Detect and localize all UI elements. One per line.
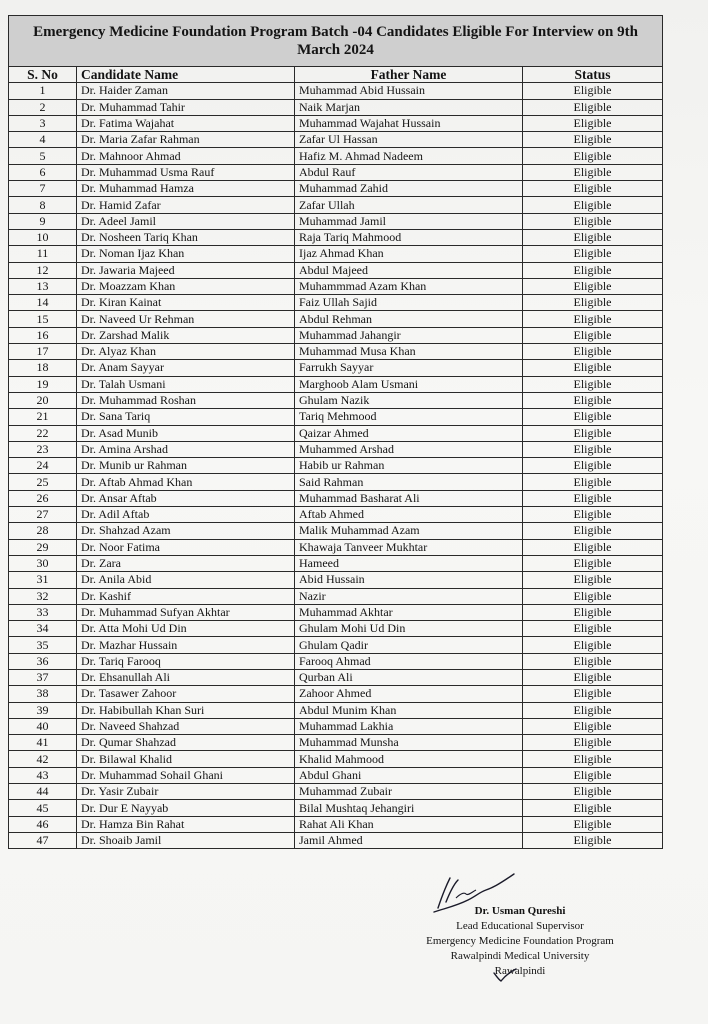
row-candidate-name: Dr. Naveed Shahzad [77, 718, 295, 734]
row-sno: 29 [9, 539, 77, 555]
row-sno: 18 [9, 360, 77, 376]
row-candidate-name: Dr. Qumar Shahzad [77, 735, 295, 751]
row-candidate-name: Dr. Dur E Nayyab [77, 800, 295, 816]
row-candidate-name: Dr. Anila Abid [77, 572, 295, 588]
table-row [9, 99, 663, 115]
row-candidate-name: Dr. Moazzam Khan [77, 278, 295, 294]
table-row [9, 523, 663, 539]
row-status: Eligible [523, 148, 663, 164]
row-candidate-name: Dr. Aftab Ahmad Khan [77, 474, 295, 490]
signature-block [400, 904, 640, 979]
row-candidate-name: Dr. Hamid Zafar [77, 197, 295, 213]
row-candidate-name: Dr. Shahzad Azam [77, 523, 295, 539]
row-father-name: Muhammad Jahangir [295, 327, 523, 343]
table-row [9, 262, 663, 278]
row-candidate-name: Dr. Zara [77, 555, 295, 571]
row-father-name: Malik Muhammad Azam [295, 523, 523, 539]
row-sno: 21 [9, 409, 77, 425]
row-father-name: Naik Marjan [295, 99, 523, 115]
table-row [9, 539, 663, 555]
row-sno: 13 [9, 278, 77, 294]
row-candidate-name: Dr. Muhammad Sufyan Akhtar [77, 604, 295, 620]
table-row [9, 441, 663, 457]
row-status: Eligible [523, 637, 663, 653]
row-father-name: Habib ur Rahman [295, 458, 523, 474]
row-father-name: Farooq Ahmad [295, 653, 523, 669]
row-father-name: Khawaja Tanveer Mukhtar [295, 539, 523, 555]
table-row [9, 621, 663, 637]
row-candidate-name: Dr. Ehsanullah Ali [77, 669, 295, 685]
row-sno: 27 [9, 507, 77, 523]
row-status: Eligible [523, 115, 663, 131]
table-row [9, 164, 663, 180]
row-candidate-name: Dr. Ansar Aftab [77, 490, 295, 506]
row-candidate-name: Dr. Haider Zaman [77, 83, 295, 99]
row-status: Eligible [523, 311, 663, 327]
row-father-name: Muhammad Basharat Ali [295, 490, 523, 506]
table-body [9, 83, 663, 849]
row-father-name: Ghulam Nazik [295, 392, 523, 408]
row-status: Eligible [523, 572, 663, 588]
row-sno: 4 [9, 132, 77, 148]
row-candidate-name: Dr. Bilawal Khalid [77, 751, 295, 767]
row-father-name: Hameed [295, 555, 523, 571]
row-candidate-name: Dr. Muhammad Roshan [77, 392, 295, 408]
row-status: Eligible [523, 132, 663, 148]
row-status: Eligible [523, 507, 663, 523]
row-status: Eligible [523, 669, 663, 685]
row-father-name: Abdul Majeed [295, 262, 523, 278]
table-row [9, 800, 663, 816]
table-row [9, 229, 663, 245]
table-row [9, 474, 663, 490]
row-candidate-name: Dr. Noor Fatima [77, 539, 295, 555]
row-candidate-name: Dr. Muhammad Hamza [77, 181, 295, 197]
row-father-name: Muhammad Zahid [295, 181, 523, 197]
row-sno: 26 [9, 490, 77, 506]
signatory-name: Dr. Usman Qureshi [474, 905, 566, 917]
row-father-name: Muhammad Akhtar [295, 604, 523, 620]
header-sno: S. No [9, 67, 77, 83]
row-father-name: Bilal Mushtaq Jehangiri [295, 800, 523, 816]
document-title: Emergency Medicine Foundation Program Batch -04 Candidates Eligible For Interview on 9th March 2024 [9, 16, 663, 67]
row-candidate-name: Dr. Alyaz Khan [77, 344, 295, 360]
candidates-table [8, 15, 663, 849]
header-status: Status [523, 67, 663, 83]
row-father-name: Rahat Ali Khan [295, 816, 523, 832]
row-sno: 33 [9, 604, 77, 620]
row-status: Eligible [523, 425, 663, 441]
row-sno: 31 [9, 572, 77, 588]
row-sno: 37 [9, 669, 77, 685]
table-row [9, 115, 663, 131]
row-father-name: Raja Tariq Mahmood [295, 229, 523, 245]
table-row [9, 572, 663, 588]
row-candidate-name: Dr. Anam Sayyar [77, 360, 295, 376]
table-row [9, 295, 663, 311]
row-candidate-name: Dr. Kiran Kainat [77, 295, 295, 311]
row-sno: 47 [9, 832, 77, 848]
row-father-name: Muhammad Jamil [295, 213, 523, 229]
row-sno: 30 [9, 555, 77, 571]
row-sno: 8 [9, 197, 77, 213]
row-sno: 19 [9, 376, 77, 392]
row-candidate-name: Dr. Fatima Wajahat [77, 115, 295, 131]
table-row [9, 376, 663, 392]
table-row [9, 311, 663, 327]
row-sno: 39 [9, 702, 77, 718]
row-sno: 9 [9, 213, 77, 229]
signatory-program: Emergency Medicine Foundation Program [426, 935, 614, 947]
row-father-name: Aftab Ahmed [295, 507, 523, 523]
row-father-name: Faiz Ullah Sajid [295, 295, 523, 311]
signatory-designation: Lead Educational Supervisor [456, 920, 584, 932]
row-status: Eligible [523, 490, 663, 506]
row-candidate-name: Dr. Muhammad Usma Rauf [77, 164, 295, 180]
row-sno: 10 [9, 229, 77, 245]
row-status: Eligible [523, 99, 663, 115]
row-status: Eligible [523, 262, 663, 278]
table-row [9, 83, 663, 99]
row-candidate-name: Dr. Shoaib Jamil [77, 832, 295, 848]
row-candidate-name: Dr. Adil Aftab [77, 507, 295, 523]
row-status: Eligible [523, 229, 663, 245]
table-row [9, 604, 663, 620]
table-row [9, 392, 663, 408]
row-sno: 3 [9, 115, 77, 131]
row-candidate-name: Dr. Naveed Ur Rehman [77, 311, 295, 327]
table-row [9, 751, 663, 767]
row-sno: 23 [9, 441, 77, 457]
table-row [9, 181, 663, 197]
row-status: Eligible [523, 588, 663, 604]
row-status: Eligible [523, 539, 663, 555]
row-candidate-name: Dr. Yasir Zubair [77, 784, 295, 800]
row-sno: 45 [9, 800, 77, 816]
signatory-university: Rawalpindi Medical University [450, 950, 590, 962]
row-sno: 25 [9, 474, 77, 490]
row-candidate-name: Dr. Kashif [77, 588, 295, 604]
row-status: Eligible [523, 621, 663, 637]
row-status: Eligible [523, 327, 663, 343]
row-candidate-name: Dr. Noman Ijaz Khan [77, 246, 295, 262]
table-row [9, 148, 663, 164]
row-candidate-name: Dr. Munib ur Rahman [77, 458, 295, 474]
table-row [9, 507, 663, 523]
row-candidate-name: Dr. Zarshad Malik [77, 327, 295, 343]
table-row [9, 197, 663, 213]
table-row [9, 132, 663, 148]
table-row [9, 409, 663, 425]
row-candidate-name: Dr. Mahnoor Ahmad [77, 148, 295, 164]
row-status: Eligible [523, 278, 663, 294]
row-sno: 43 [9, 767, 77, 783]
row-father-name: Muhammmad Azam Khan [295, 278, 523, 294]
row-sno: 40 [9, 718, 77, 734]
row-sno: 38 [9, 686, 77, 702]
row-candidate-name: Dr. Sana Tariq [77, 409, 295, 425]
row-father-name: Qaizar Ahmed [295, 425, 523, 441]
row-father-name: Marghoob Alam Usmani [295, 376, 523, 392]
table-row [9, 816, 663, 832]
row-candidate-name: Dr. Asad Munib [77, 425, 295, 441]
row-candidate-name: Dr. Atta Mohi Ud Din [77, 621, 295, 637]
row-status: Eligible [523, 344, 663, 360]
row-status: Eligible [523, 164, 663, 180]
row-status: Eligible [523, 653, 663, 669]
row-status: Eligible [523, 360, 663, 376]
row-status: Eligible [523, 441, 663, 457]
row-status: Eligible [523, 197, 663, 213]
row-sno: 36 [9, 653, 77, 669]
row-sno: 46 [9, 816, 77, 832]
table-row [9, 327, 663, 343]
table-row [9, 637, 663, 653]
row-status: Eligible [523, 458, 663, 474]
row-status: Eligible [523, 246, 663, 262]
table-row [9, 490, 663, 506]
row-candidate-name: Dr. Habibullah Khan Suri [77, 702, 295, 718]
row-father-name: Zafar Ul Hassan [295, 132, 523, 148]
row-status: Eligible [523, 555, 663, 571]
row-father-name: Muhammad Lakhia [295, 718, 523, 734]
table-row [9, 686, 663, 702]
row-candidate-name: Dr. Muhammad Sohail Ghani [77, 767, 295, 783]
row-sno: 32 [9, 588, 77, 604]
row-sno: 11 [9, 246, 77, 262]
table-row [9, 360, 663, 376]
row-sno: 35 [9, 637, 77, 653]
row-candidate-name: Dr. Tasawer Zahoor [77, 686, 295, 702]
row-candidate-name: Dr. Adeel Jamil [77, 213, 295, 229]
row-sno: 41 [9, 735, 77, 751]
table-row [9, 555, 663, 571]
row-sno: 2 [9, 99, 77, 115]
row-candidate-name: Dr. Tariq Farooq [77, 653, 295, 669]
table-row [9, 458, 663, 474]
table-row [9, 735, 663, 751]
row-status: Eligible [523, 181, 663, 197]
row-status: Eligible [523, 735, 663, 751]
row-father-name: Ghulam Mohi Ud Din [295, 621, 523, 637]
row-candidate-name: Dr. Mazhar Hussain [77, 637, 295, 653]
row-sno: 15 [9, 311, 77, 327]
row-sno: 44 [9, 784, 77, 800]
row-sno: 20 [9, 392, 77, 408]
header-father-name: Father Name [295, 67, 523, 83]
initial-mark [492, 967, 518, 983]
row-father-name: Abdul Rauf [295, 164, 523, 180]
table-row [9, 653, 663, 669]
row-status: Eligible [523, 800, 663, 816]
row-father-name: Said Rahman [295, 474, 523, 490]
row-father-name: Tariq Mehmood [295, 409, 523, 425]
table-row [9, 213, 663, 229]
row-status: Eligible [523, 83, 663, 99]
row-sno: 42 [9, 751, 77, 767]
row-sno: 17 [9, 344, 77, 360]
row-father-name: Khalid Mahmood [295, 751, 523, 767]
row-father-name: Zafar Ullah [295, 197, 523, 213]
row-father-name: Abdul Munim Khan [295, 702, 523, 718]
header-row [9, 67, 663, 83]
table-row [9, 278, 663, 294]
row-sno: 24 [9, 458, 77, 474]
row-father-name: Abdul Ghani [295, 767, 523, 783]
row-father-name: Ghulam Qadir [295, 637, 523, 653]
row-status: Eligible [523, 832, 663, 848]
row-father-name: Abid Hussain [295, 572, 523, 588]
row-status: Eligible [523, 702, 663, 718]
row-status: Eligible [523, 604, 663, 620]
row-sno: 7 [9, 181, 77, 197]
table-row [9, 702, 663, 718]
row-sno: 1 [9, 83, 77, 99]
row-status: Eligible [523, 784, 663, 800]
row-status: Eligible [523, 718, 663, 734]
row-status: Eligible [523, 392, 663, 408]
row-father-name: Muhammad Zubair [295, 784, 523, 800]
row-father-name: Abdul Rehman [295, 311, 523, 327]
table-row [9, 425, 663, 441]
row-status: Eligible [523, 409, 663, 425]
row-sno: 6 [9, 164, 77, 180]
row-sno: 22 [9, 425, 77, 441]
table-row [9, 832, 663, 848]
signatory-city: Rawalpindi [494, 965, 546, 977]
row-status: Eligible [523, 376, 663, 392]
row-candidate-name: Dr. Amina Arshad [77, 441, 295, 457]
row-status: Eligible [523, 523, 663, 539]
table-row [9, 344, 663, 360]
row-father-name: Muhammad Abid Hussain [295, 83, 523, 99]
row-status: Eligible [523, 767, 663, 783]
row-sno: 34 [9, 621, 77, 637]
row-father-name: Muhammad Munsha [295, 735, 523, 751]
table-row [9, 784, 663, 800]
row-father-name: Zahoor Ahmed [295, 686, 523, 702]
table-row [9, 246, 663, 262]
row-status: Eligible [523, 751, 663, 767]
row-status: Eligible [523, 816, 663, 832]
row-status: Eligible [523, 295, 663, 311]
row-candidate-name: Dr. Maria Zafar Rahman [77, 132, 295, 148]
header-candidate-name: Candidate Name [77, 67, 295, 83]
table-row [9, 588, 663, 604]
row-father-name: Hafiz M. Ahmad Nadeem [295, 148, 523, 164]
row-candidate-name: Dr. Nosheen Tariq Khan [77, 229, 295, 245]
table-row [9, 718, 663, 734]
row-father-name: Ijaz Ahmad Khan [295, 246, 523, 262]
title-row [9, 16, 663, 67]
table-row [9, 669, 663, 685]
row-candidate-name: Dr. Muhammad Tahir [77, 99, 295, 115]
row-father-name: Muhammad Wajahat Hussain [295, 115, 523, 131]
row-status: Eligible [523, 474, 663, 490]
row-candidate-name: Dr. Talah Usmani [77, 376, 295, 392]
row-father-name: Muhammed Arshad [295, 441, 523, 457]
row-status: Eligible [523, 686, 663, 702]
row-father-name: Muhammad Musa Khan [295, 344, 523, 360]
row-sno: 16 [9, 327, 77, 343]
row-father-name: Nazir [295, 588, 523, 604]
row-sno: 28 [9, 523, 77, 539]
row-candidate-name: Dr. Hamza Bin Rahat [77, 816, 295, 832]
row-father-name: Farrukh Sayyar [295, 360, 523, 376]
table-row [9, 767, 663, 783]
row-father-name: Qurban Ali [295, 669, 523, 685]
row-status: Eligible [523, 213, 663, 229]
row-sno: 5 [9, 148, 77, 164]
row-candidate-name: Dr. Jawaria Majeed [77, 262, 295, 278]
row-father-name: Jamil Ahmed [295, 832, 523, 848]
row-sno: 12 [9, 262, 77, 278]
row-sno: 14 [9, 295, 77, 311]
